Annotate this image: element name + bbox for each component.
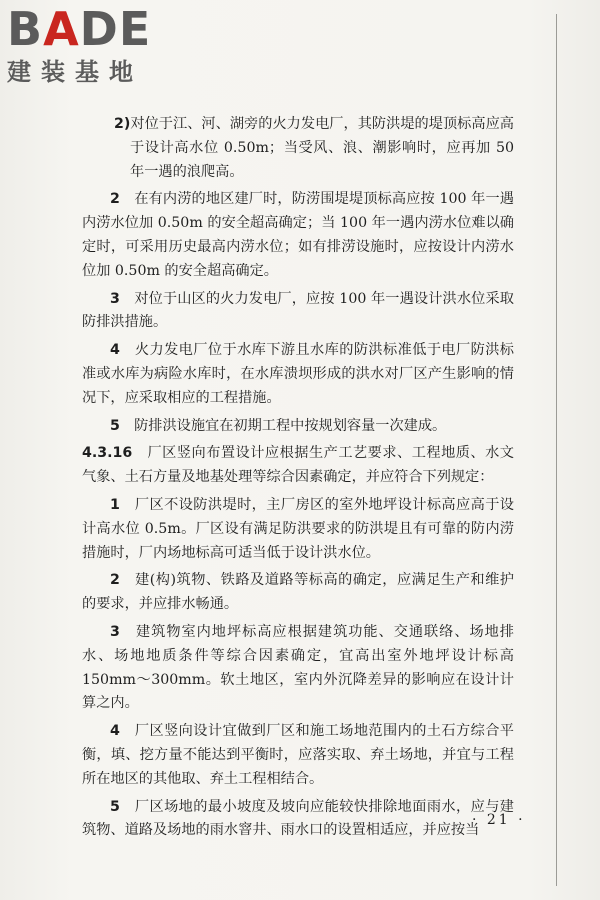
paragraph-text: 对位于江、河、湖旁的火力发电厂，其防洪堤的堤顶标高应高于设计高水位 0.50m；当受风、浪、潮影响时，应再加 50 年一遇的浪爬高。 — [130, 116, 514, 180]
paragraph-text: 厂区竖向设计宜做到厂区和施工场地范围内的土石方综合平衡，填、挖方量不能达到平衡时，应落实取、弃土场地，并宜与工程所在地区的其他取、弃土工程相结合。 — [82, 723, 514, 787]
paragraph-text: 防排洪设施宜在初期工程中按规划容量一次建成。 — [134, 417, 447, 434]
item-number: 5 — [110, 798, 120, 815]
item-number: 3 — [110, 290, 120, 307]
logo-subtitle: 建装基地 — [7, 58, 143, 86]
paragraph-rule-1 — [82, 494, 514, 565]
paragraph-text: 建筑物室内地坪标高应根据建筑功能、交通联络、场地排水、场地地质条件等综合因素确定，宜高出室外地坪设计标高 150mm～300mm。软土地区，室内外沉降差异的影响应在设计计算之内。 — [82, 623, 514, 712]
paragraph-rule-2 — [82, 569, 514, 617]
paragraph-rule-4 — [82, 720, 514, 791]
binding-rule — [556, 14, 557, 886]
item-number: 1 — [110, 496, 120, 513]
item-number: 2) — [114, 116, 131, 132]
paragraph-item-4 — [82, 339, 514, 410]
paragraph-text: 火力发电厂位于水库下游且水库的防洪标准低于电厂防洪标准或水库为病险水库时，在水库溃坝形成的洪水对厂区产生影响的情况下，应采取相应的工程措施。 — [82, 342, 514, 406]
paragraph-text: 建(构)筑物、铁路及道路等标高的确定，应满足生产和维护的要求，并应排水畅通。 — [82, 572, 514, 613]
paragraph-item-3 — [82, 288, 514, 336]
paragraph-2-bracket — [82, 113, 514, 184]
logo-letters-de: DE — [79, 2, 152, 56]
paragraph-rule-3 — [82, 621, 514, 716]
logo-wordmark — [7, 2, 177, 56]
item-number: 4 — [110, 723, 120, 740]
paragraph-item-2 — [82, 188, 514, 283]
logo-letter-a: A — [43, 2, 80, 56]
paragraph-text: 厂区竖向布置设计应根据生产工艺要求、工程地质、水文气象、土石方量及地基处理等综合因素确定，并应符合下列规定： — [82, 445, 514, 486]
item-number: 3 — [110, 623, 120, 640]
paragraph-text: 在有内涝的地区建厂时，防涝围堤堤顶标高应按 100 年一遇内涝水位加 0.50m 的安全超高确定；当 100 年一遇内涝水位难以确定时，可采用历史最高内涝水位；如有排涝设施时，应按设计内涝水位加 0.50m 的安全超高确定。 — [82, 191, 514, 279]
paragraph-rule-5 — [82, 796, 514, 844]
bade-logo — [7, 2, 177, 86]
logo-letter-b: B — [7, 2, 44, 56]
document-body — [82, 113, 514, 847]
paragraph-text: 对位于山区的火力发电厂，应按 100 年一遇设计洪水位采取防排洪措施。 — [82, 290, 514, 331]
paragraph-text: 厂区不设防洪堤时，主厂房区的室外地坪设计标高应高于设计高水位 0.5m。厂区设有满足防洪要求的防洪堤且有可靠的防内涝措施时，厂内场地标高可适当低于设计洪水位。 — [82, 496, 514, 561]
clause-number: 4.3.16 — [82, 445, 133, 462]
paragraph-text: 厂区场地的最小坡度及坡向应能较快排除地面雨水，应与建筑物、道路及场地的雨水窨井、雨水口的设置相适应，并应按当 — [82, 798, 514, 839]
page-number: · 21 · — [472, 812, 526, 828]
clause-4-3-16 — [82, 442, 514, 490]
item-number: 2 — [110, 191, 120, 208]
paragraph-item-5 — [82, 415, 514, 439]
item-number: 4 — [110, 342, 120, 359]
item-number: 2 — [110, 572, 120, 589]
item-number: 5 — [110, 417, 120, 434]
